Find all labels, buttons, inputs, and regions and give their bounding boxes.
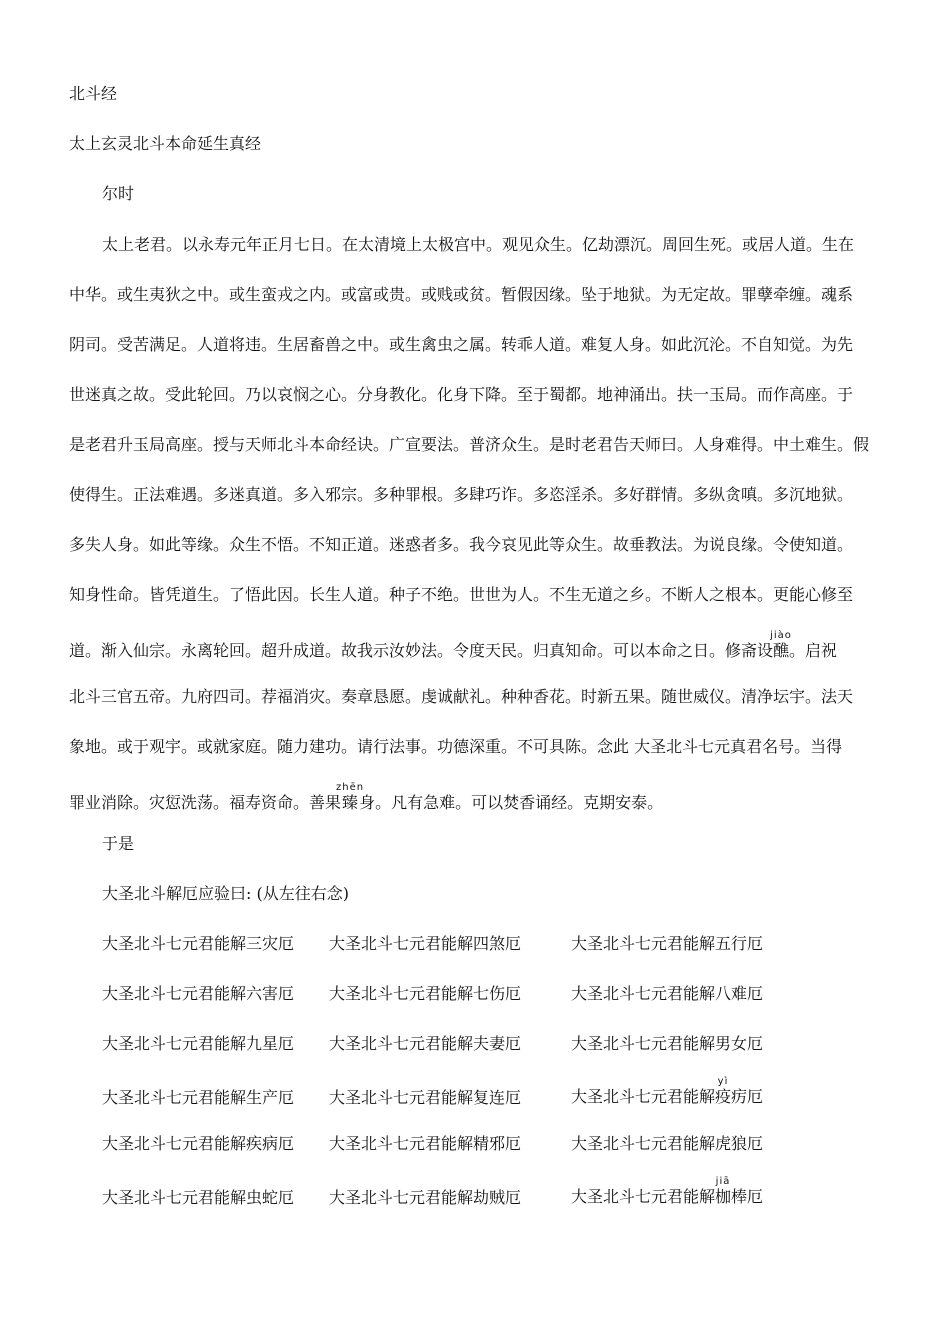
- body-line: 象地。或于观宇。或就家庭。随力建功。请行法事。功德深重。不可具陈。念此 大圣北斗七元真君名号。当得: [69, 737, 843, 756]
- invocation-item: 大圣北斗七元君能解虫蛇厄: [102, 1188, 295, 1207]
- invocation-item: 大圣北斗七元君能解四煞厄: [329, 934, 522, 953]
- opening-phrase: 尔时: [102, 184, 135, 203]
- scripture-title: 太上玄灵北斗本命延生真经: [69, 134, 262, 153]
- invocation-item: 大圣北斗七元君能解复连厄: [329, 1088, 522, 1107]
- body-line-with-ruby: [69, 630, 884, 661]
- text-segment: 罪业消除。灾愆洗荡。福寿资命。善果: [69, 793, 342, 812]
- text-segment: 棒厄: [731, 1187, 764, 1206]
- body-line: 使得生。正法难遇。多迷真道。多入邪宗。多种罪根。多肆巧诈。多恣淫杀。多好群情。多纵贪嗔。多沉地狱。: [69, 485, 854, 504]
- invocation-item: 大圣北斗七元君能解疾病厄: [102, 1134, 295, 1153]
- invocation-item: 大圣北斗七元君能解六害厄: [102, 984, 295, 1003]
- ruby-annotation: [770, 630, 792, 660]
- text-segment: 道。渐入仙宗。永离轮回。超升成道。故我示汝妙法。令度天民。归真知命。可以本命之日。修斋设: [69, 641, 774, 660]
- body-line: 多失人身。如此等缘。众生不悟。不知正道。迷惑者多。我今哀见此等众生。故垂教法。为说良缘。令使知道。: [69, 535, 854, 554]
- ruby-base: 疫: [715, 1087, 732, 1106]
- ruby-reading: yì: [715, 1076, 732, 1087]
- body-line: 北斗三官五帝。九府四司。荐福消灾。奏章恳愿。虔诚献礼。种种香花。时新五果。随世威仪。清净坛宇。法天: [69, 687, 854, 706]
- ruby-annotation: [715, 1176, 732, 1206]
- invocation-item: 大圣北斗七元君能解精邪厄: [329, 1134, 522, 1153]
- ruby-base: 醮: [770, 641, 792, 660]
- invocation-item: 大圣北斗七元君能解夫妻厄: [329, 1034, 522, 1053]
- body-line: 阴司。受苦满足。人道将违。生居畜兽之中。或生禽虫之属。转乖人道。难复人身。如此沉沦。不自知觉。为先: [69, 335, 854, 354]
- ruby-annotation: [715, 1076, 732, 1106]
- ruby-reading: zhēn: [336, 782, 365, 793]
- invocation-item: 大圣北斗七元君能解劫贼厄: [329, 1188, 522, 1207]
- invocation-item-with-ruby: [571, 1176, 763, 1207]
- section-heading: 大圣北斗解厄应验曰: (从左往右念): [102, 884, 349, 903]
- body-line-with-ruby: [69, 782, 884, 813]
- ruby-annotation: [336, 782, 365, 812]
- invocation-item: 大圣北斗七元君能解虎狼厄: [571, 1134, 764, 1153]
- ruby-base: 臻: [336, 793, 365, 812]
- text-segment: 身。凡有急难。可以焚香诵经。克期安泰。: [359, 793, 664, 812]
- short-title: 北斗经: [69, 84, 118, 103]
- text-segment: 疠厄: [731, 1087, 764, 1106]
- body-line: 世迷真之故。受此轮回。乃以哀悯之心。分身教化。化身下降。至于蜀都。地神涌出。扶一玉局。而作高座。于: [69, 385, 854, 404]
- transition-phrase: 于是: [102, 834, 135, 853]
- body-line: 太上老君。以永寿元年正月七日。在太清境上太极宫中。观见众生。亿劫漂沉。周回生死。或居人道。生在: [102, 235, 855, 254]
- ruby-reading: jiā: [715, 1176, 732, 1187]
- invocation-item: 大圣北斗七元君能解七伤厄: [329, 984, 522, 1003]
- invocation-item: 大圣北斗七元君能解生产厄: [102, 1088, 295, 1107]
- invocation-item: 大圣北斗七元君能解男女厄: [571, 1034, 764, 1053]
- text-segment: 大圣北斗七元君能解: [571, 1087, 716, 1106]
- text-segment: 大圣北斗七元君能解: [571, 1187, 716, 1206]
- ruby-reading: jiào: [770, 630, 792, 641]
- invocation-item: 大圣北斗七元君能解九星厄: [102, 1034, 295, 1053]
- ruby-base: 枷: [715, 1187, 732, 1206]
- invocation-item: 大圣北斗七元君能解三灾厄: [102, 934, 295, 953]
- invocation-item-with-ruby: [571, 1076, 763, 1107]
- body-line: 知身性命。皆凭道生。了悟此因。长生人道。种子不绝。世世为人。不生无道之乡。不断人之根本。更能心修至: [69, 585, 854, 604]
- invocation-item: 大圣北斗七元君能解八难厄: [571, 984, 764, 1003]
- invocation-item: 大圣北斗七元君能解五行厄: [571, 934, 764, 953]
- text-segment: 。启祝: [789, 641, 838, 660]
- body-line: 是老君升玉局高座。授与天师北斗本命经诀。广宣要法。普济众生。是时老君告天师曰。人身难得。中土难生。假: [69, 435, 870, 454]
- body-line: 中华。或生夷狄之中。或生蛮戎之内。或富或贵。或贱或贫。暂假因缘。坠于地狱。为无定故。罪孽牵缠。魂系: [69, 285, 854, 304]
